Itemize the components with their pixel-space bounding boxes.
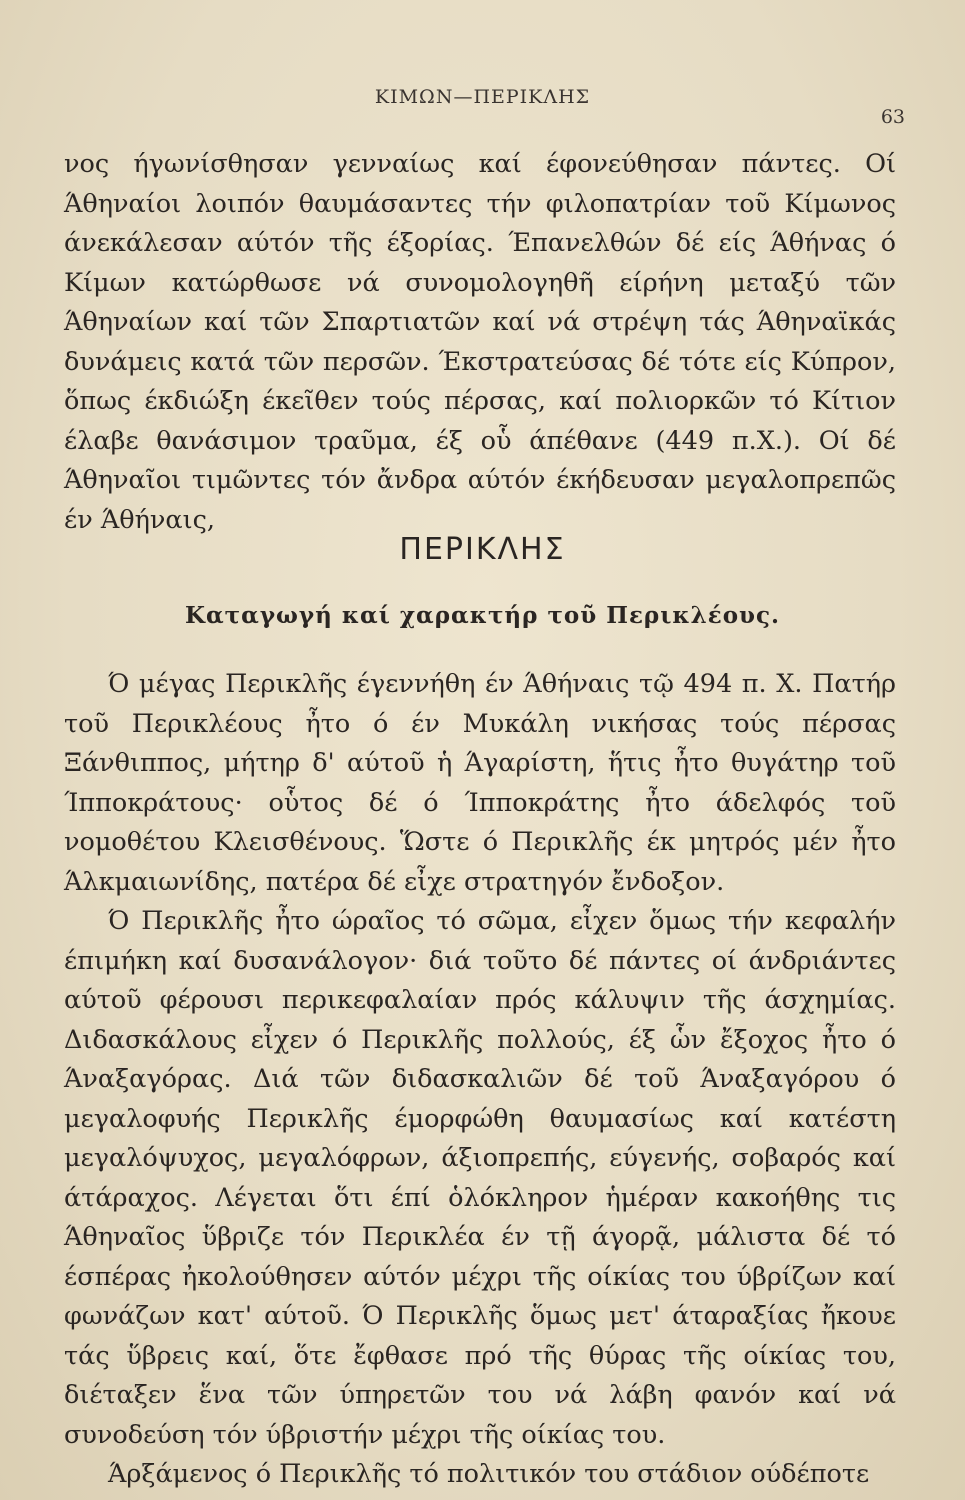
kimon-paragraph: νος ήγωνίσθησαν γενναίως καί έφονεύθησαν πάντες. Οί Άθηναίοι λοιπόν θαυμάσαντες τήν φιλοπατρίαν τοῦ Κίμωνος άνεκάλεσαν αύτόν τῆς έξορίας. Έπανελθών δέ είς Άθήνας ό Κίμων κατώρθωσε νά συνομολογηθῆ είρήνη μεταξύ τῶν Άθηναίων καί τῶν Σπαρτιατῶν καί νά στρέψη τάς Άθηναϊκάς δυνάμεις κατά τῶν περσῶν. Έκστρατεύσας δέ τότε είς Κύπρον, ὅπως έκδιώξη έκεῖθεν τούς πέρσας, καί πολιορκῶν τό Κίτιον έλαβε θανάσιμον τραῦμα, έξ οὗ άπέθανε (449 π.Χ.). Οί δέ Άθηναῖοι τιμῶντες τόν ἄνδρα αύτόν έκήδευσαν μεγαλοπρεπῶς έν Άθήναις, (64, 149, 896, 535)
kimon-text (64, 145, 896, 540)
paragraph-birth: Ό μέγας Περικλῆς έγεννήθη έν Άθήναις τῷ 494 π. Χ. Πατήρ τοῦ Περικλέους ἦτο ό έν Μυκάλη νικήσας τούς πέρσας Ξάνθιππος, μήτηρ δ' αύτοῦ ἡ Άγαρίστη, ἥτις ἦτο θυγάτηρ τοῦ Ίπποκράτους· οὗτος δέ ό Ίπποκράτης ἦτο άδελφός τοῦ νομοθέτου Κλεισθένους. Ὥστε ό Περικλῆς έκ μητρός μέν ἦτο Άλκμαιωνίδης, πατέρα δέ εἶχε στρατηγόν ἔνδοξον. (64, 669, 896, 897)
running-head: ΚΙΜΩΝ—ΠΕΡΙΚΛΗΣ (374, 86, 591, 108)
paragraph-career: Άρξάμενος ό Περικλῆς τό πολιτικόν του στάδιον ούδέποτε (108, 1459, 870, 1489)
page-number: 63 (880, 106, 905, 128)
section-title: ΠΕΡΙΚΛΗΣ (399, 532, 566, 567)
section-subheading: Καταγωγή καί χαρακτήρ τοῦ Περικλέους. (184, 602, 781, 629)
pericles-text (64, 665, 896, 1495)
paragraph-character: Ό Περικλῆς ἦτο ώραῖος τό σῶμα, εἶχεν ὅμως τήν κεφαλήν έπιμήκη καί δυσανάλογον· διά τοῦτο δέ πάντες οί άνδριάντες αύτοῦ φέρουσι περικεφαλαίαν πρός κάλυψιν τῆς άσχημίας. Διδασκάλους εἶχεν ό Περικλῆς πολλούς, έξ ὧν ἔξοχος ἦτο ό Άναξαγόρας. Διά τῶν διδασκαλιῶν δέ τοῦ Άναξαγόρου ό μεγαλοφυής Περικλῆς έμορφώθη θαυμασίως καί κατέστη μεγαλόψυχος, μεγαλόφρων, άξιοπρεπής, εύγενής, σοβαρός καί άτάραχος. Λέγεται ὅτι έπί ὁλόκληρον ἡμέραν κακοήθης τις Άθηναῖος ὕβριζε τόν Περικλέα έν τῇ άγορᾷ, μάλιστα δέ τό έσπέρας ἠκολούθησεν αύτόν μέχρι τῆς οίκίας του ύβρίζων καί φωνάζων κατ' αύτοῦ. Ό Περικλῆς ὅμως μετ' άταραξίας ἤκουε τάς ὕβρεις καί, ὅτε ἔφθασε πρό τῆς θύρας τῆς οίκίας του, διέταξεν ἕνα τῶν ύπηρετῶν του νά λάβη φανόν καί νά συνοδεύση τόν ύβριστήν μέχρι τῆς οίκίας του. (64, 906, 896, 1450)
